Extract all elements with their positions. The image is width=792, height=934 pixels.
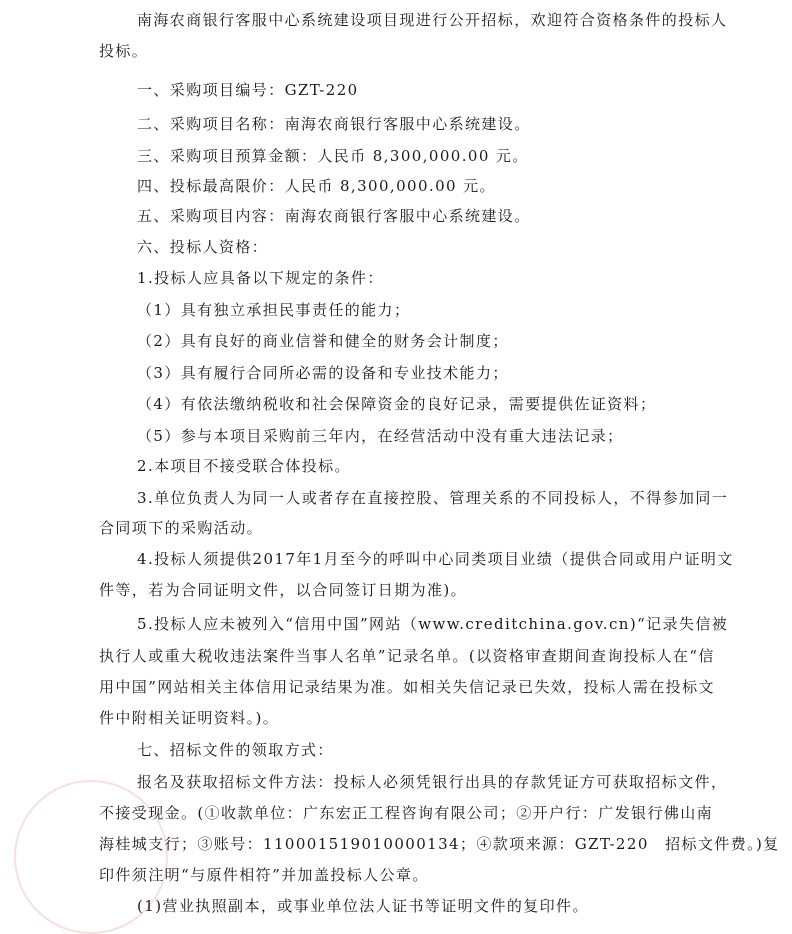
qualification-1-item: （5）参与本项目采购前三年内，在经营活动中没有重大违法记录；: [137, 427, 624, 445]
method-line: 报名及获取招标文件方法：投标人必须凭银行出具的存款凭证方可获取招标文件，: [137, 773, 728, 791]
intro-line-2: 投标。: [99, 42, 149, 60]
qualification-1-item: （4）有依法缴纳税收和社会保障资金的良好记录，需要提供佐证资料；: [137, 395, 657, 413]
qualification-3-line: 合同项下的采购活动。: [99, 519, 264, 537]
qualification-5-line: 5.投标人应未被列入“信用中国”网站（www.creditchina.gov.cn)“记录失信被: [137, 615, 729, 633]
section-7: 七、招标文件的领取方式：: [137, 741, 334, 759]
qualification-1-item: （1）具有独立承担民事责任的能力；: [137, 301, 411, 319]
qualification-1-item: （2）具有良好的商业信誉和健全的财务会计制度；: [137, 332, 509, 350]
qualification-1-item: （3）具有履行合同所必需的设备和专业技术能力；: [137, 364, 509, 382]
method-line: 印件须注明“与原件相符”并加盖投标人公章。: [99, 866, 429, 884]
qualification-5-line: 件中附相关证明资料。)。: [99, 709, 280, 727]
qualification-5-line: 用中国”网站相关主体信用记录结果为准。如相关失信记录已失效，投标人需在投标文: [99, 678, 715, 696]
section-1: 一、采购项目编号：GZT-220: [137, 81, 359, 99]
section-3: 三、采购项目预算金额：人民币 8,300,000.00 元。: [137, 147, 529, 165]
qualification-1: 1.投标人应具备以下规定的条件：: [137, 269, 384, 287]
section-6: 六、投标人资格：: [137, 238, 269, 256]
section-4: 四、投标最高限价：人民币 8,300,000.00 元。: [137, 177, 496, 195]
qualification-5-line: 执行人或重大税收违法案件当事人名单”记录名单。(以资格审查期间查询投标人在“信: [99, 647, 715, 665]
method-item-1: (1)营业执照副本，或事业单位法人证书等证明文件的复印件。: [137, 897, 589, 915]
intro-line-1: 南海农商银行客服中心系统建设项目现进行公开招标，欢迎符合资格条件的投标人: [137, 11, 728, 29]
method-line: 不接受现金。(①收款单位：广东宏正工程咨询有限公司；②开户行：广发银行佛山南: [99, 804, 714, 822]
qualification-2: 2.本项目不接受联合体投标。: [137, 457, 351, 475]
qualification-4-line: 4.投标人须提供2017年1月至今的呼叫中心同类项目业绩（提供合同或用户证明文: [137, 550, 734, 568]
section-5: 五、采购项目内容：南海农商银行客服中心系统建设。: [137, 207, 531, 225]
qualification-4-line: 件等，若为合同证明文件，以合同签订日期为准)。: [99, 581, 468, 599]
qualification-3-line: 3.单位负责人为同一人或者存在直接控股、管理关系的不同投标人，不得参加同一: [137, 489, 729, 507]
method-line: 海桂城支行；③账号：110001519010000134；④款项来源：GZT-220 招标文件费。)复: [99, 835, 780, 853]
section-2: 二、采购项目名称：南海农商银行客服中心系统建设。: [137, 115, 531, 133]
